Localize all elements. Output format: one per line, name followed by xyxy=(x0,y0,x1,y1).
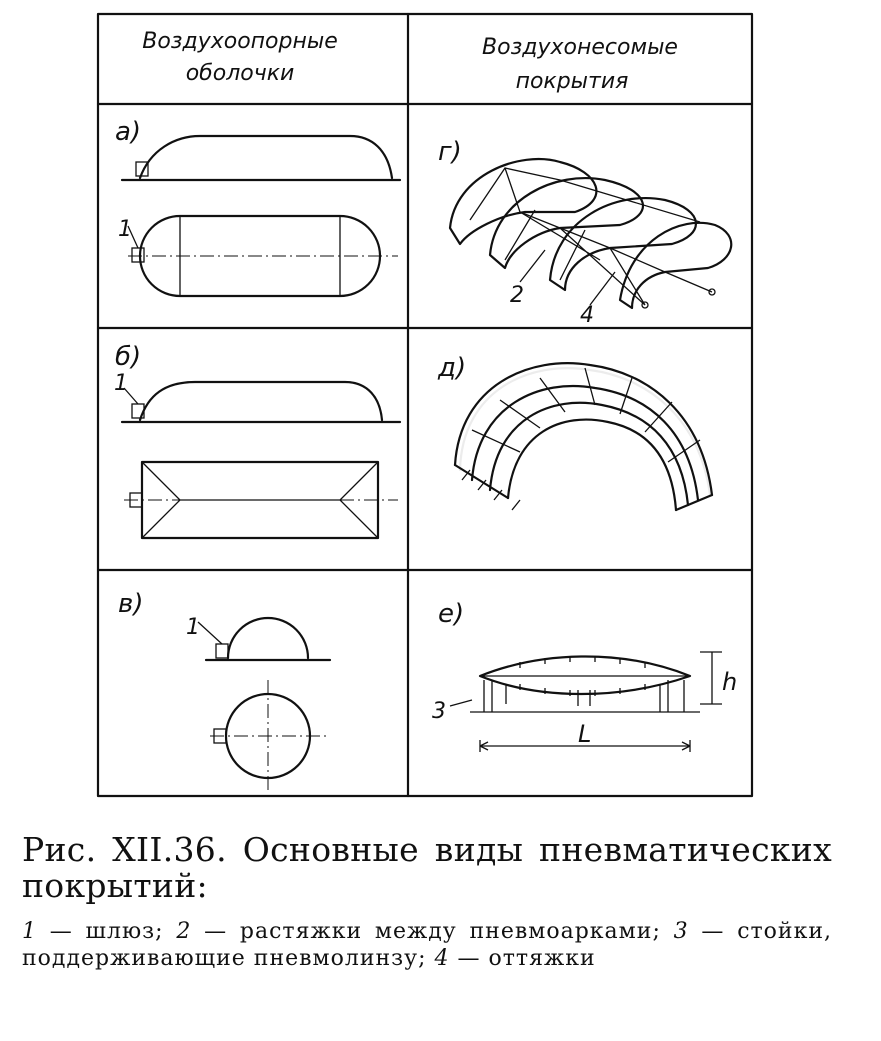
figure-caption: Рис. XII.36. Основные виды пневматических покрытий: xyxy=(22,830,832,905)
right-header-line2: покрытия xyxy=(515,69,629,94)
table-grid xyxy=(98,14,752,796)
left-header-line1: Воздухоопорные xyxy=(142,29,338,54)
panel-label-e: е) xyxy=(438,599,465,629)
left-header-line2: оболочки xyxy=(185,61,295,86)
callout-3: 3 xyxy=(432,699,446,724)
panel-g-drawing xyxy=(450,159,731,308)
legend-num-1: 1 xyxy=(22,919,37,944)
right-header-line1: Воздухонесомые xyxy=(482,35,678,60)
callout-1-a: 1 xyxy=(118,217,132,242)
legend-text-3: — стойки, поддерживающие пневмолинзу; xyxy=(22,919,832,971)
panel-a-drawing xyxy=(122,136,400,296)
legend-num-2: 2 xyxy=(176,919,192,944)
legend-num-4: 4 xyxy=(434,946,450,971)
panel-label-v: в) xyxy=(118,589,144,619)
panel-v-drawing xyxy=(198,618,330,792)
legend-text-1: — шлюз; xyxy=(37,919,177,944)
callout-4: 4 xyxy=(580,303,594,328)
panel-label-b: б) xyxy=(115,342,142,372)
legend-text-2: — растяжки между пневмоарками; xyxy=(191,919,674,944)
callout-2: 2 xyxy=(510,283,524,308)
figure-legend xyxy=(22,918,832,972)
panel-d-drawing xyxy=(455,363,712,510)
panel-label-a: а) xyxy=(115,117,142,147)
legend-text-4: — оттяжки xyxy=(449,946,596,971)
panel-label-d: д) xyxy=(438,353,467,383)
legend-num-3: 3 xyxy=(673,919,689,944)
dim-label-L: L xyxy=(578,720,592,748)
dim-label-h: h xyxy=(722,668,738,696)
callout-1-b: 1 xyxy=(114,371,128,396)
panel-b-drawing xyxy=(122,382,400,538)
callout-1-v: 1 xyxy=(186,615,200,640)
panel-label-g: г) xyxy=(438,137,462,167)
